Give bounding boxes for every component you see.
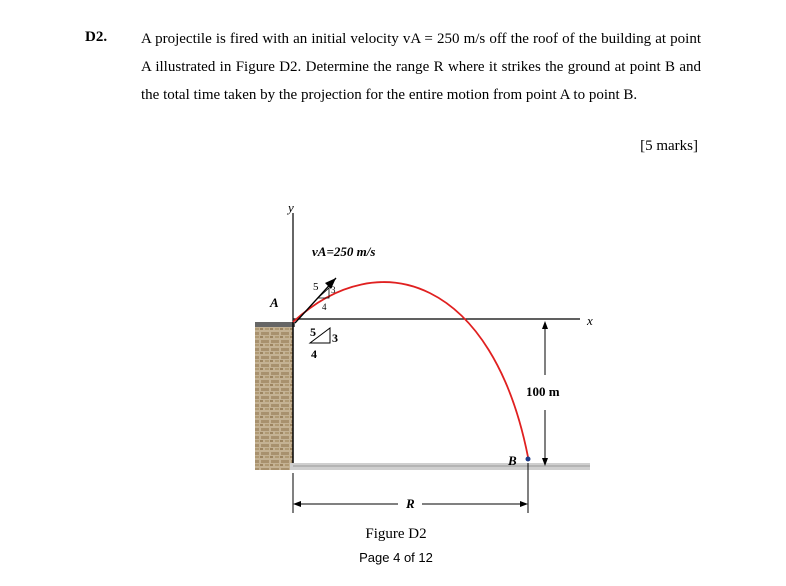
question-number: D2. xyxy=(85,29,108,45)
marks-label: [5 marks] xyxy=(640,138,698,154)
slope-small-5: 5 xyxy=(313,281,319,293)
range-arrow-left xyxy=(293,501,301,507)
slope-small-4: 4 xyxy=(322,302,327,312)
slope-small-3: 3 xyxy=(331,285,336,295)
x-axis-label: x xyxy=(587,313,593,328)
height-label: 100 m xyxy=(526,384,560,399)
slope-large-4: 4 xyxy=(311,347,317,361)
figure-caption: Figure D2 xyxy=(365,526,427,542)
range-arrow-right xyxy=(520,501,528,507)
trajectory-curve xyxy=(293,282,528,457)
range-label: R xyxy=(406,496,415,511)
roof xyxy=(255,322,295,327)
building-wall xyxy=(255,325,293,470)
height-arrow-top xyxy=(542,321,548,329)
velocity-label: vA=250 m/s xyxy=(312,244,376,259)
slope-large-5: 5 xyxy=(310,325,316,339)
figure-d2 xyxy=(240,195,600,520)
slope-large-3: 3 xyxy=(332,331,338,345)
page-number: Page 4 of 12 xyxy=(359,550,433,565)
point-a-label: A xyxy=(270,295,279,310)
point-b-label: B xyxy=(508,453,517,468)
y-axis-label: y xyxy=(288,200,294,215)
question-text: A projectile is fired with an initial velocity vA = 250 m/s off the roof of the building at point A illustrated in Figure D2. Determine the range R where it strikes the ground at point B and the total time taken by the projection for the entire motion from point A to point B. xyxy=(141,31,701,103)
point-b-dot xyxy=(526,457,531,462)
